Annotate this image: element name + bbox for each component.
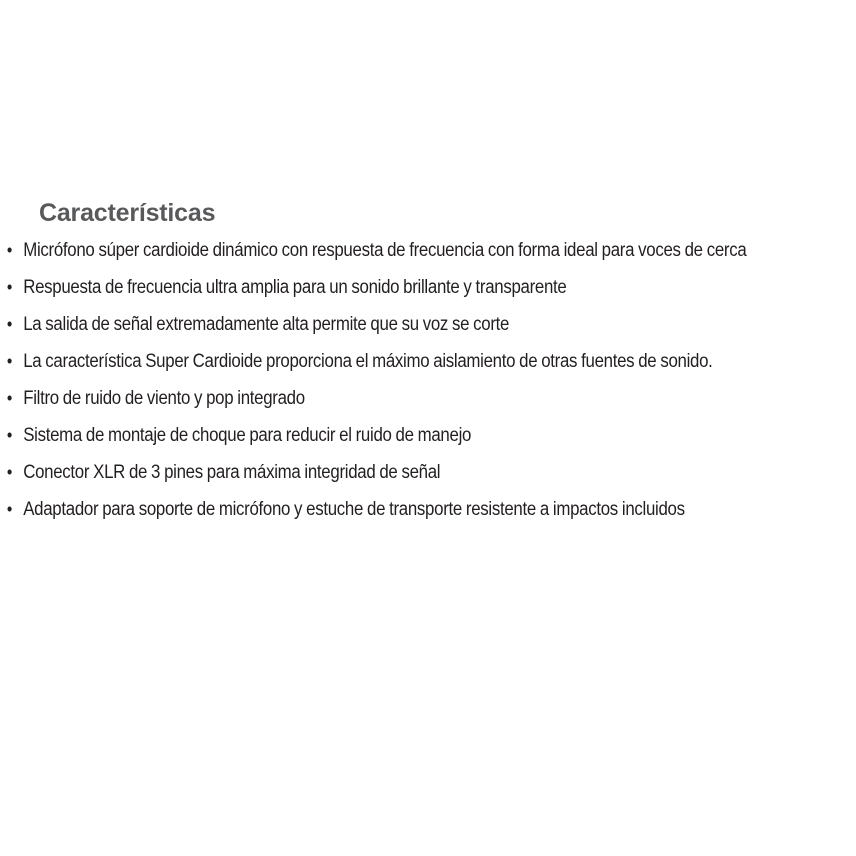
bullet-icon: •	[6, 499, 12, 519]
list-item	[0, 272, 855, 303]
features-list	[0, 235, 856, 525]
bullet-icon: •	[6, 425, 12, 445]
list-item-text: La característica Super Cardioide proporciona el máximo aislamiento de otras fuentes de sonido.	[23, 350, 713, 372]
list-item-text: La salida de señal extremadamente alta permite que su voz se corte	[23, 313, 510, 335]
bullet-icon: •	[6, 240, 12, 260]
list-item	[0, 420, 855, 451]
list-item	[0, 235, 855, 266]
bullet-icon: •	[6, 351, 12, 371]
list-item	[0, 383, 855, 414]
list-item-text: Conector XLR de 3 pines para máxima integridad de señal	[23, 461, 441, 483]
list-item-text: Respuesta de frecuencia ultra amplia para un sonido brillante y transparente	[23, 276, 567, 298]
list-item	[0, 457, 855, 488]
list-item-text: Filtro de ruido de viento y pop integrado	[23, 387, 305, 409]
list-item	[0, 494, 855, 525]
list-item-text: Micrófono súper cardioide dinámico con respuesta de frecuencia con forma ideal para voces de cerca	[23, 239, 747, 261]
bullet-icon: •	[6, 277, 12, 297]
list-item-text: Adaptador para soporte de micrófono y estuche de transporte resistente a impactos incluidos	[23, 498, 685, 520]
bullet-icon: •	[6, 388, 12, 408]
list-item	[0, 346, 855, 377]
features-section	[0, 193, 856, 531]
bullet-icon: •	[6, 462, 12, 482]
list-item-text: Sistema de montaje de choque para reducir el ruido de manejo	[23, 424, 472, 446]
list-item	[0, 309, 855, 340]
section-title: Características	[39, 199, 216, 227]
bullet-icon: •	[6, 314, 12, 334]
